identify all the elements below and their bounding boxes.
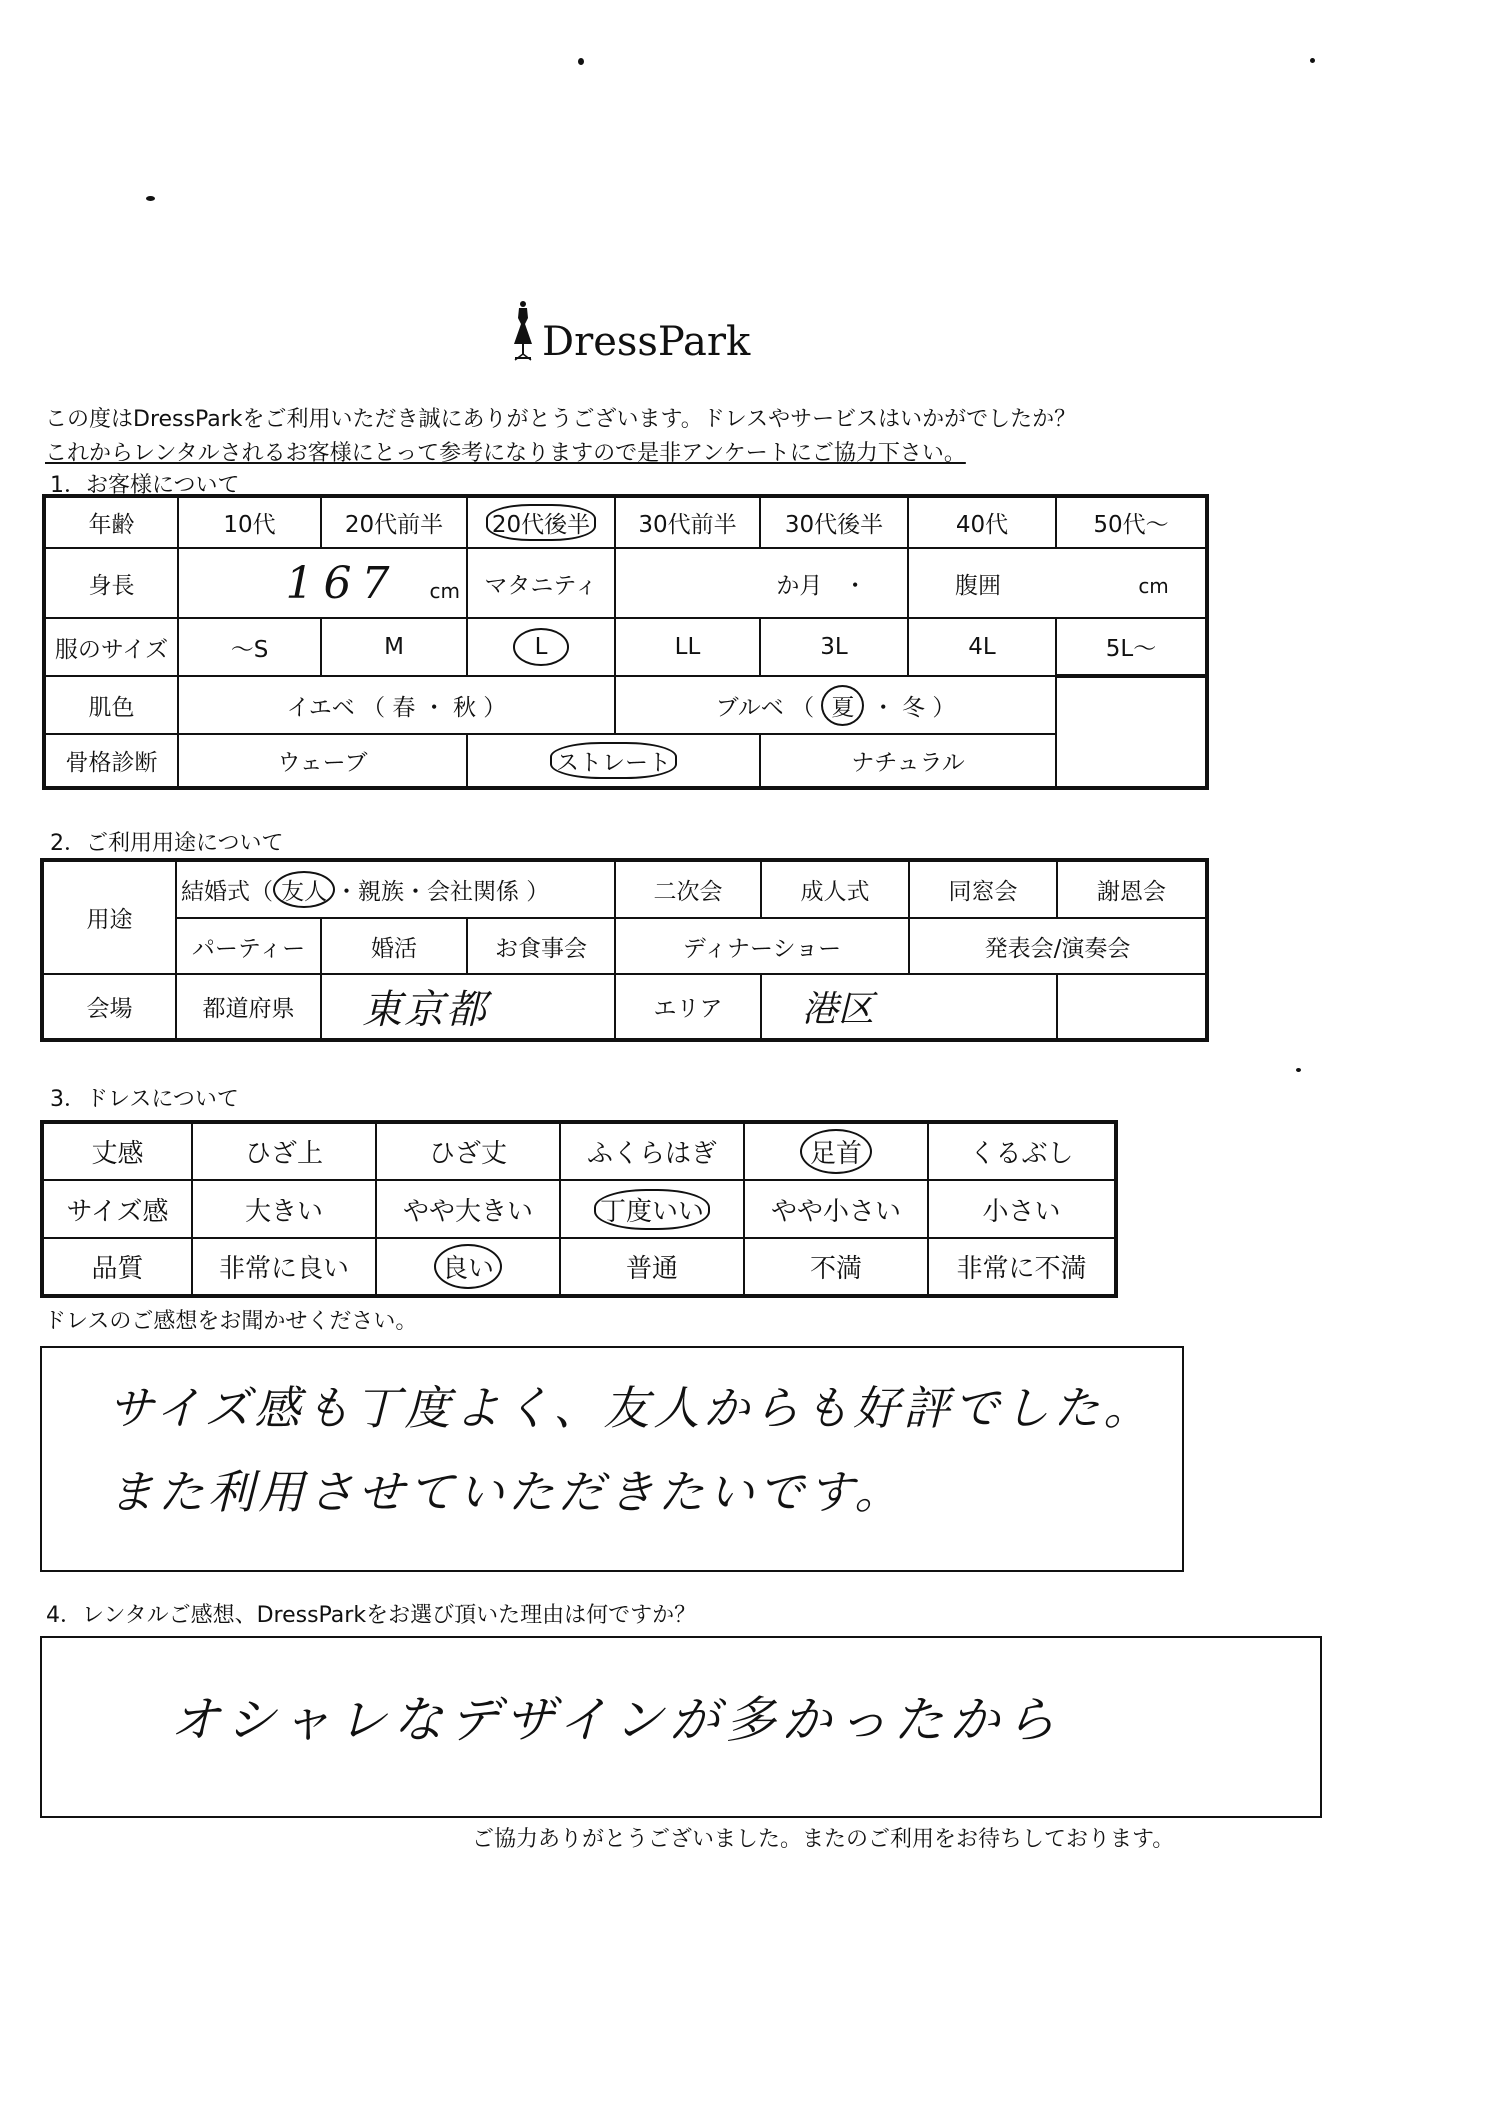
height-value: 167 xyxy=(285,557,400,609)
size-option: 4L xyxy=(908,618,1056,676)
age-option: 40代 xyxy=(908,496,1056,548)
size-option: 3L xyxy=(760,618,908,676)
quality-option: 普通 xyxy=(560,1238,744,1296)
waist-unit: cm xyxy=(1138,573,1169,598)
usage-option: 二次会 xyxy=(615,860,761,918)
usage-option: 同窓会 xyxy=(909,860,1057,918)
wedding-cell xyxy=(176,860,615,918)
intro-line-1: この度はDressParkをご利用いただき誠にありがとうございます。ドレスやサービスはいかがでしたか？ xyxy=(45,407,1077,432)
size-option: M xyxy=(321,618,467,676)
months-label: か月 xyxy=(776,572,823,599)
usage-option: 発表会/演奏会 xyxy=(909,918,1207,974)
quality-option: 非常に不満 xyxy=(928,1238,1116,1296)
usage-option: 成人式 xyxy=(761,860,909,918)
months-dot: ・ xyxy=(843,572,867,599)
frame-option: ナチュラル xyxy=(760,734,1056,788)
fit-option: やや大きい xyxy=(376,1180,560,1238)
size-row xyxy=(44,618,1207,676)
quality-option-circled: 良い xyxy=(434,1244,502,1289)
frame-option-selected xyxy=(467,734,760,788)
scan-speck xyxy=(146,196,155,201)
length-option: ふくらはぎ xyxy=(560,1122,744,1180)
usage-option: お食事会 xyxy=(467,918,615,974)
closing-message: ご協力ありがとうございました。またのご利用をお待ちしております。 xyxy=(472,1827,1175,1852)
height-unit: cm xyxy=(429,578,460,603)
fit-option: 小さい xyxy=(928,1180,1116,1238)
wedding-prefix: 結婚式（ xyxy=(181,879,273,905)
quality-option: 不満 xyxy=(744,1238,928,1296)
length-label: 丈感 xyxy=(42,1122,192,1180)
length-row xyxy=(42,1122,1116,1180)
maternity-label: マタニティ xyxy=(467,548,615,618)
age-option: 20代前半 xyxy=(321,496,467,548)
quality-option: 非常に良い xyxy=(192,1238,376,1296)
age-row xyxy=(44,496,1207,548)
waist-cell xyxy=(908,548,1207,618)
section-3-title: 3．ドレスについて xyxy=(50,1087,239,1112)
frame-label: 骨格診断 xyxy=(44,734,178,788)
length-option: ひざ丈 xyxy=(376,1122,560,1180)
quality-label: 品質 xyxy=(42,1238,192,1296)
skin-row xyxy=(44,676,1207,734)
age-option: 10代 xyxy=(178,496,321,548)
prefecture-value: 東京都 xyxy=(362,987,488,1033)
usage-row-1 xyxy=(42,860,1207,918)
age-option: 30代後半 xyxy=(760,496,908,548)
section-4-title: 4．レンタルご感想、DressParkをお選び頂いた理由は何ですか？ xyxy=(46,1603,697,1628)
usage-label: 用途 xyxy=(42,860,176,974)
section-1-title: 1．お客様について xyxy=(50,473,240,498)
age-option-selected xyxy=(467,496,615,548)
size-option-circled: L xyxy=(513,628,570,666)
fit-label: サイズ感 xyxy=(42,1180,192,1238)
height-cell xyxy=(178,548,467,618)
size-option: 5L～ xyxy=(1056,618,1207,676)
size-option-selected xyxy=(467,618,615,676)
usage-row-2 xyxy=(42,918,1207,974)
skin-blue-label: ブルベ （ xyxy=(715,694,815,721)
scan-speck xyxy=(578,58,584,65)
area-value-cell xyxy=(761,974,1057,1040)
maternity-months-cell xyxy=(615,548,908,618)
age-option: 30代前半 xyxy=(615,496,760,548)
venue-label: 会場 xyxy=(42,974,176,1040)
age-option: 50代～ xyxy=(1056,496,1207,548)
size-option: LL xyxy=(615,618,760,676)
fit-row xyxy=(42,1180,1116,1238)
fit-option-selected xyxy=(560,1180,744,1238)
usage-option: ディナーショー xyxy=(615,918,909,974)
quality-row xyxy=(42,1238,1116,1296)
usage-option: 謝恩会 xyxy=(1057,860,1207,918)
length-option: くるぶし xyxy=(928,1122,1116,1180)
frame-option: ウェーブ xyxy=(178,734,467,788)
empty-cell xyxy=(1056,676,1207,734)
skin-blue-rest: ・ 冬 ） xyxy=(871,694,956,721)
dresspark-logo xyxy=(510,300,751,365)
area-label: エリア xyxy=(615,974,761,1040)
dress-form-icon xyxy=(510,300,536,362)
impression-prompt: ドレスのご感想をお聞かせください。 xyxy=(44,1309,418,1334)
usage-option: パーティー xyxy=(176,918,321,974)
fit-option: やや小さい xyxy=(744,1180,928,1238)
scan-speck xyxy=(1310,58,1315,63)
size-label: 服のサイズ xyxy=(44,618,178,676)
frame-option-circled: ストレート xyxy=(550,742,677,779)
logo-text: DressPark xyxy=(542,319,751,365)
usage-option: 婚活 xyxy=(321,918,467,974)
age-label: 年齢 xyxy=(44,496,178,548)
usage-table xyxy=(40,858,1209,1042)
empty-cell xyxy=(1056,734,1207,788)
area-value: 港区 xyxy=(802,989,875,1030)
prefecture-label: 都道府県 xyxy=(176,974,321,1040)
venue-row xyxy=(42,974,1207,1040)
skin-blue-base xyxy=(615,676,1056,734)
dress-table xyxy=(40,1120,1118,1298)
length-option: ひざ上 xyxy=(192,1122,376,1180)
empty-cell xyxy=(1057,974,1207,1040)
intro-line-2: これからレンタルされるお客様にとって参考になりますので是非アンケートにご協力下さい。 xyxy=(45,441,966,466)
fit-option-circled: 丁度いい xyxy=(594,1189,710,1230)
age-option-circled: 20代後半 xyxy=(486,504,596,541)
height-label: 身長 xyxy=(44,548,178,618)
impression-line-2: また利用させていただきたいです。 xyxy=(108,1465,905,1519)
length-option-circled: 足首 xyxy=(800,1129,872,1174)
skin-yellow-base: イエベ （ 春 ・ 秋 ） xyxy=(178,676,615,734)
fit-option: 大きい xyxy=(192,1180,376,1238)
reason-answer: オシャレなデザインが多かったから xyxy=(170,1691,1062,1749)
length-option-selected xyxy=(744,1122,928,1180)
quality-option-selected xyxy=(376,1238,560,1296)
section-2-title: 2．ご利用用途について xyxy=(50,831,284,856)
impression-line-1: サイズ感も丁度よく、友人からも好評でした。 xyxy=(108,1381,1154,1435)
frame-row xyxy=(44,734,1207,788)
waist-label: 腹囲 xyxy=(955,572,1001,599)
customer-table xyxy=(42,494,1209,790)
height-row xyxy=(44,548,1207,618)
wedding-friend-circled: 友人 xyxy=(273,871,335,908)
skin-blue-summer-circled: 夏 xyxy=(821,685,864,726)
prefecture-value-cell xyxy=(321,974,615,1040)
skin-label: 肌色 xyxy=(44,676,178,734)
scan-speck xyxy=(1296,1068,1301,1072)
size-option: ～S xyxy=(178,618,321,676)
wedding-rest: ・親族・会社関係 ） xyxy=(335,879,550,905)
